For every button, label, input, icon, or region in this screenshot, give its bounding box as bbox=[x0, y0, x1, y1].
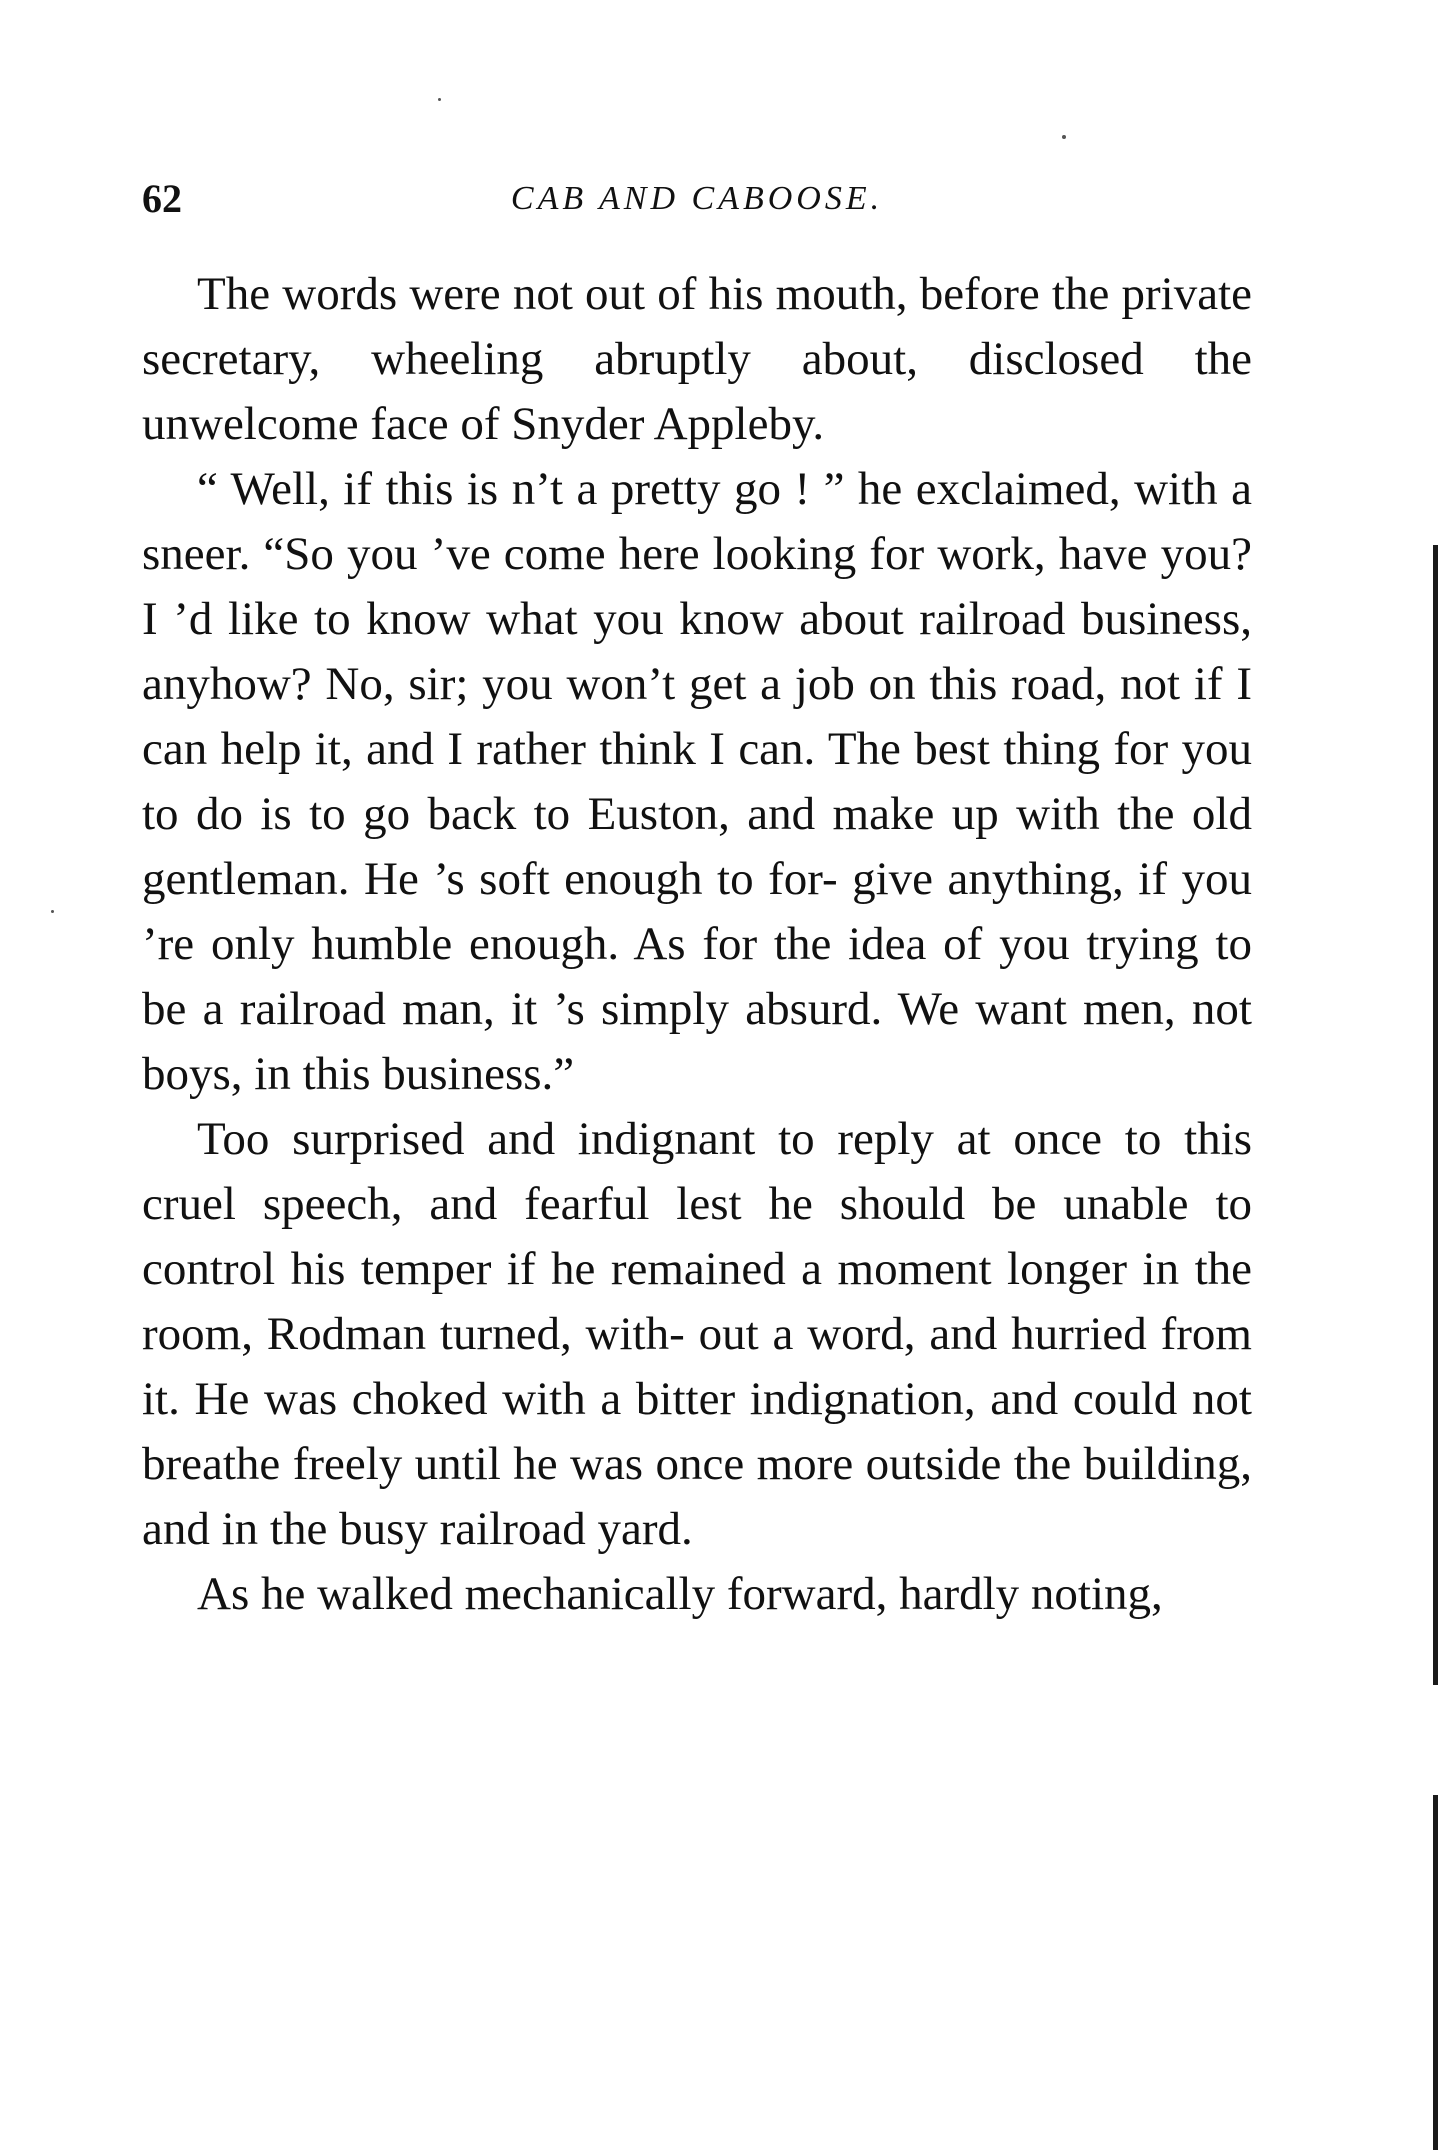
binding-edge-shadow bbox=[1433, 1795, 1438, 2150]
paragraph-3: Too surprised and indignant to reply at once to this cruel speech, and fearful lest he should be unable to control his temper if he remained a moment longer in the room, Rodman turned, with- out a word, and hurried from it. He was choked with a bitter indignation, and could not breathe freely until he was once more outside the building, and in the busy railroad yard. bbox=[142, 1113, 1252, 1555]
binding-edge-shadow bbox=[1433, 545, 1438, 1685]
paragraph-2: “ Well, if this is n’t a pretty go ! ” he exclaimed, with a sneer. “So you ’ve come here looking for work, have you? I ’d like to know what you know about railroad business, anyhow? No, sir; you won’t get a job on this road, not if I can help it, and I rather think I can. The best thing for you to do is to go back to Euston, and make up with the old gentleman. He ’s soft enough to for- give anything, if you ’re only humble enough. As for the idea of you trying to be a railroad man, it ’s simply absurd. We want men, not boys, in this business.” bbox=[142, 463, 1252, 1100]
page-header bbox=[142, 175, 1252, 235]
page-number: 62 bbox=[142, 176, 182, 221]
body-text bbox=[142, 262, 1252, 1627]
paragraph-1: The words were not out of his mouth, before the private secretary, wheeling abruptly about, disclosed the unwelcome face of Snyder Appleby. bbox=[142, 268, 1252, 450]
paper-speck bbox=[438, 98, 441, 101]
paper-speck bbox=[1062, 135, 1066, 139]
paper-speck bbox=[51, 910, 54, 913]
paragraph-4: As he walked mechanically forward, hardly noting, bbox=[197, 1568, 1163, 1620]
running-title: CAB AND CABOOSE. bbox=[510, 180, 884, 217]
